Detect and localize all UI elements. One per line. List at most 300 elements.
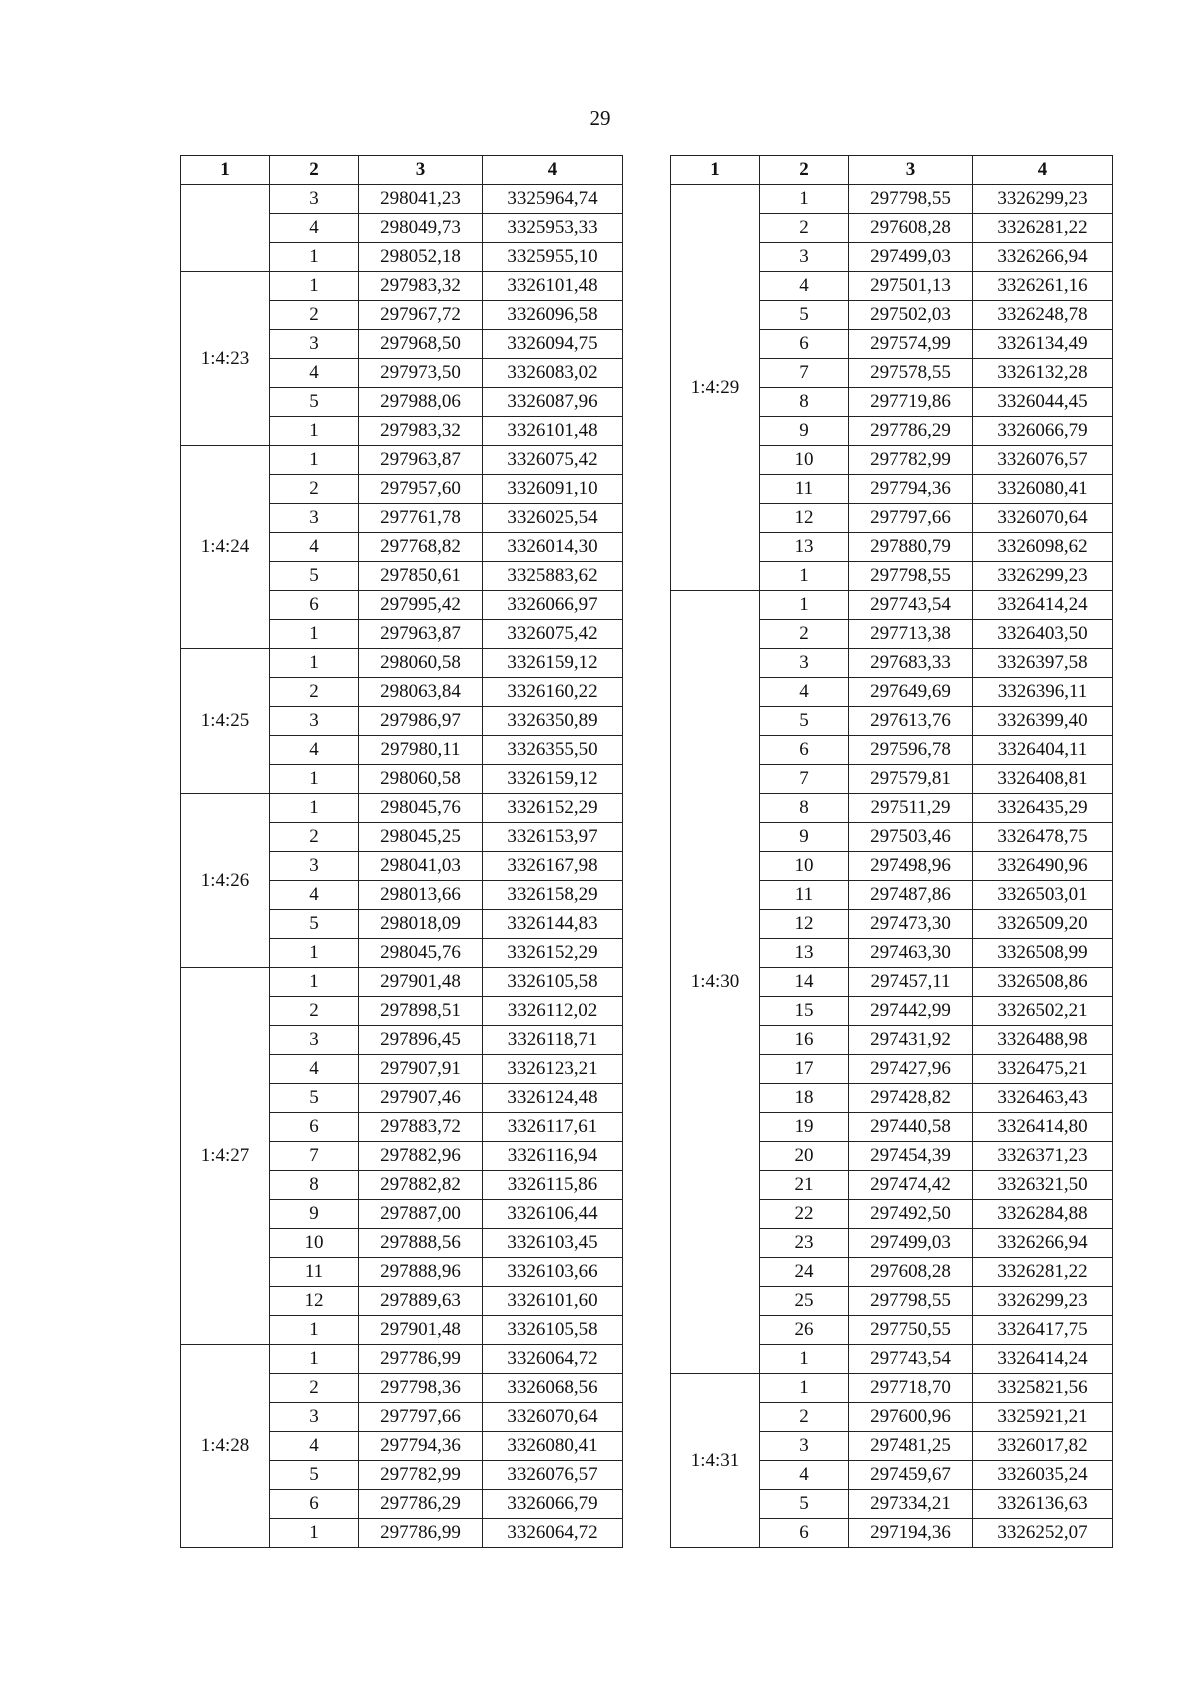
point-number: 26 [760, 1316, 849, 1345]
y-coordinate: 3326503,01 [973, 881, 1113, 910]
x-coordinate: 298049,73 [359, 214, 483, 243]
point-number: 3 [270, 504, 359, 533]
y-coordinate: 3325953,33 [483, 214, 623, 243]
point-number: 1 [270, 446, 359, 475]
parcel-label: 1:4:30 [671, 591, 760, 1374]
x-coordinate: 297963,87 [359, 446, 483, 475]
x-coordinate: 297501,13 [849, 272, 973, 301]
point-number: 6 [270, 1113, 359, 1142]
x-coordinate: 297613,76 [849, 707, 973, 736]
y-coordinate: 3326153,97 [483, 823, 623, 852]
x-coordinate: 297888,56 [359, 1229, 483, 1258]
coordinates-table-right [670, 155, 1113, 1548]
parcel-label: 1:4:26 [181, 794, 270, 968]
point-number: 1 [270, 1316, 359, 1345]
point-number: 6 [760, 736, 849, 765]
point-number: 4 [270, 736, 359, 765]
y-coordinate: 3326105,58 [483, 968, 623, 997]
point-number: 3 [270, 1403, 359, 1432]
column-header: 2 [760, 156, 849, 185]
point-number: 12 [760, 910, 849, 939]
y-coordinate: 3326281,22 [973, 214, 1113, 243]
x-coordinate: 297750,55 [849, 1316, 973, 1345]
y-coordinate: 3326087,96 [483, 388, 623, 417]
point-number: 5 [270, 562, 359, 591]
point-number: 5 [760, 707, 849, 736]
y-coordinate: 3326066,97 [483, 591, 623, 620]
column-header: 2 [270, 156, 359, 185]
y-coordinate: 3326066,79 [483, 1490, 623, 1519]
point-number: 5 [760, 1490, 849, 1519]
point-number: 5 [760, 301, 849, 330]
point-number: 1 [760, 591, 849, 620]
point-number: 11 [270, 1258, 359, 1287]
table-row [671, 185, 1113, 214]
point-number: 1 [760, 1374, 849, 1403]
x-coordinate: 297901,48 [359, 1316, 483, 1345]
x-coordinate: 297883,72 [359, 1113, 483, 1142]
y-coordinate: 3326509,20 [973, 910, 1113, 939]
point-number: 2 [270, 823, 359, 852]
y-coordinate: 3326134,49 [973, 330, 1113, 359]
y-coordinate: 3326252,07 [973, 1519, 1113, 1548]
y-coordinate: 3326414,24 [973, 1345, 1113, 1374]
y-coordinate: 3326371,23 [973, 1142, 1113, 1171]
point-number: 10 [270, 1229, 359, 1258]
x-coordinate: 297782,99 [849, 446, 973, 475]
y-coordinate: 3326248,78 [973, 301, 1113, 330]
y-coordinate: 3326017,82 [973, 1432, 1113, 1461]
x-coordinate: 298060,58 [359, 649, 483, 678]
x-coordinate: 297440,58 [849, 1113, 973, 1142]
point-number: 7 [760, 359, 849, 388]
point-number: 1 [270, 968, 359, 997]
point-number: 7 [270, 1142, 359, 1171]
y-coordinate: 3326075,42 [483, 620, 623, 649]
y-coordinate: 3326014,30 [483, 533, 623, 562]
point-number: 1 [270, 765, 359, 794]
x-coordinate: 297761,78 [359, 504, 483, 533]
x-coordinate: 297474,42 [849, 1171, 973, 1200]
point-number: 5 [270, 1084, 359, 1113]
point-number: 2 [270, 678, 359, 707]
y-coordinate: 3326132,28 [973, 359, 1113, 388]
y-coordinate: 3326103,45 [483, 1229, 623, 1258]
table-row [181, 272, 623, 301]
point-number: 15 [760, 997, 849, 1026]
point-number: 3 [270, 185, 359, 214]
y-coordinate: 3326158,29 [483, 881, 623, 910]
point-number: 2 [270, 475, 359, 504]
x-coordinate: 298041,23 [359, 185, 483, 214]
parcel-label: 1:4:27 [181, 968, 270, 1345]
y-coordinate: 3326284,88 [973, 1200, 1113, 1229]
point-number: 14 [760, 968, 849, 997]
point-number: 4 [270, 881, 359, 910]
parcel-label: 1:4:29 [671, 185, 760, 591]
x-coordinate: 298063,84 [359, 678, 483, 707]
parcel-label: 1:4:25 [181, 649, 270, 794]
point-number: 1 [270, 649, 359, 678]
x-coordinate: 297995,42 [359, 591, 483, 620]
point-number: 12 [760, 504, 849, 533]
x-coordinate: 298060,58 [359, 765, 483, 794]
point-number: 10 [760, 852, 849, 881]
x-coordinate: 298013,66 [359, 881, 483, 910]
parcel-label: 1:4:23 [181, 272, 270, 446]
x-coordinate: 297481,25 [849, 1432, 973, 1461]
table-row [671, 591, 1113, 620]
point-number: 3 [270, 330, 359, 359]
x-coordinate: 297334,21 [849, 1490, 973, 1519]
x-coordinate: 298045,76 [359, 794, 483, 823]
x-coordinate: 297718,70 [849, 1374, 973, 1403]
point-number: 5 [270, 388, 359, 417]
x-coordinate: 297600,96 [849, 1403, 973, 1432]
y-coordinate: 3326417,75 [973, 1316, 1113, 1345]
point-number: 5 [270, 910, 359, 939]
x-coordinate: 297786,29 [359, 1490, 483, 1519]
x-coordinate: 297454,39 [849, 1142, 973, 1171]
y-coordinate: 3326396,11 [973, 678, 1113, 707]
coordinates-table-left [180, 155, 623, 1548]
parcel-label: 1:4:24 [181, 446, 270, 649]
x-coordinate: 297503,46 [849, 823, 973, 852]
x-coordinate: 297968,50 [359, 330, 483, 359]
y-coordinate: 3326035,24 [973, 1461, 1113, 1490]
page-number: 29 [589, 106, 611, 130]
point-number: 4 [270, 214, 359, 243]
parcel-label: 1:4:31 [671, 1374, 760, 1548]
x-coordinate: 297988,06 [359, 388, 483, 417]
x-coordinate: 297683,33 [849, 649, 973, 678]
y-coordinate: 3326281,22 [973, 1258, 1113, 1287]
x-coordinate: 297578,55 [849, 359, 973, 388]
x-coordinate: 297473,30 [849, 910, 973, 939]
point-number: 4 [270, 533, 359, 562]
y-coordinate: 3326116,94 [483, 1142, 623, 1171]
x-coordinate: 297907,91 [359, 1055, 483, 1084]
x-coordinate: 297499,03 [849, 243, 973, 272]
column-header: 3 [849, 156, 973, 185]
point-number: 1 [270, 417, 359, 446]
y-coordinate: 3326136,63 [973, 1490, 1113, 1519]
y-coordinate: 3326152,29 [483, 939, 623, 968]
point-number: 1 [270, 794, 359, 823]
y-coordinate: 3326404,11 [973, 736, 1113, 765]
point-number: 4 [270, 1432, 359, 1461]
y-coordinate: 3326508,86 [973, 968, 1113, 997]
x-coordinate: 297502,03 [849, 301, 973, 330]
y-coordinate: 3326105,58 [483, 1316, 623, 1345]
point-number: 6 [270, 591, 359, 620]
y-coordinate: 3326478,75 [973, 823, 1113, 852]
point-number: 12 [270, 1287, 359, 1316]
y-coordinate: 3326101,48 [483, 272, 623, 301]
y-coordinate: 3325883,62 [483, 562, 623, 591]
y-coordinate: 3326299,23 [973, 1287, 1113, 1316]
y-coordinate: 3326064,72 [483, 1519, 623, 1548]
table-row [181, 968, 623, 997]
x-coordinate: 297798,36 [359, 1374, 483, 1403]
y-coordinate: 3326066,79 [973, 417, 1113, 446]
x-coordinate: 297980,11 [359, 736, 483, 765]
point-number: 3 [270, 1026, 359, 1055]
y-coordinate: 3326076,57 [973, 446, 1113, 475]
x-coordinate: 297786,99 [359, 1519, 483, 1548]
point-number: 16 [760, 1026, 849, 1055]
y-coordinate: 3326321,50 [973, 1171, 1113, 1200]
y-coordinate: 3325921,21 [973, 1403, 1113, 1432]
y-coordinate: 3326112,02 [483, 997, 623, 1026]
y-coordinate: 3326096,58 [483, 301, 623, 330]
y-coordinate: 3326025,54 [483, 504, 623, 533]
y-coordinate: 3326403,50 [973, 620, 1113, 649]
y-coordinate: 3326070,64 [483, 1403, 623, 1432]
point-number: 1 [760, 1345, 849, 1374]
point-number: 1 [270, 272, 359, 301]
table-row [671, 1374, 1113, 1403]
point-number: 23 [760, 1229, 849, 1258]
y-coordinate: 3326070,64 [973, 504, 1113, 533]
x-coordinate: 297457,11 [849, 968, 973, 997]
point-number: 18 [760, 1084, 849, 1113]
y-coordinate: 3326080,41 [973, 475, 1113, 504]
x-coordinate: 297794,36 [849, 475, 973, 504]
y-coordinate: 3326475,21 [973, 1055, 1113, 1084]
x-coordinate: 297768,82 [359, 533, 483, 562]
point-number: 1 [270, 1345, 359, 1374]
x-coordinate: 297986,97 [359, 707, 483, 736]
x-coordinate: 297983,32 [359, 417, 483, 446]
x-coordinate: 297887,00 [359, 1200, 483, 1229]
point-number: 8 [760, 794, 849, 823]
x-coordinate: 297794,36 [359, 1432, 483, 1461]
x-coordinate: 297492,50 [849, 1200, 973, 1229]
y-coordinate: 3326094,75 [483, 330, 623, 359]
column-header: 4 [973, 156, 1113, 185]
point-number: 3 [270, 707, 359, 736]
x-coordinate: 297499,03 [849, 1229, 973, 1258]
y-coordinate: 3326160,22 [483, 678, 623, 707]
point-number: 4 [760, 678, 849, 707]
x-coordinate: 297786,29 [849, 417, 973, 446]
y-coordinate: 3326299,23 [973, 562, 1113, 591]
point-number: 1 [270, 620, 359, 649]
column-header: 1 [671, 156, 760, 185]
column-header: 3 [359, 156, 483, 185]
y-coordinate: 3325821,56 [973, 1374, 1113, 1403]
y-coordinate: 3326101,60 [483, 1287, 623, 1316]
x-coordinate: 297608,28 [849, 1258, 973, 1287]
y-coordinate: 3326508,99 [973, 939, 1113, 968]
point-number: 25 [760, 1287, 849, 1316]
point-number: 5 [270, 1461, 359, 1490]
point-number: 3 [270, 852, 359, 881]
x-coordinate: 297963,87 [359, 620, 483, 649]
point-number: 1 [760, 185, 849, 214]
y-coordinate: 3326118,71 [483, 1026, 623, 1055]
y-coordinate: 3326159,12 [483, 765, 623, 794]
y-coordinate: 3326076,57 [483, 1461, 623, 1490]
x-coordinate: 297498,96 [849, 852, 973, 881]
parcel-label [181, 185, 270, 272]
x-coordinate: 297882,96 [359, 1142, 483, 1171]
y-coordinate: 3326299,23 [973, 185, 1113, 214]
x-coordinate: 297649,69 [849, 678, 973, 707]
y-coordinate: 3326488,98 [973, 1026, 1113, 1055]
point-number: 2 [760, 1403, 849, 1432]
point-number: 9 [760, 417, 849, 446]
table-row [181, 446, 623, 475]
x-coordinate: 298041,03 [359, 852, 483, 881]
y-coordinate: 3326152,29 [483, 794, 623, 823]
y-coordinate: 3326355,50 [483, 736, 623, 765]
x-coordinate: 297579,81 [849, 765, 973, 794]
y-coordinate: 3326123,21 [483, 1055, 623, 1084]
y-coordinate: 3326091,10 [483, 475, 623, 504]
y-coordinate: 3325964,74 [483, 185, 623, 214]
x-coordinate: 297850,61 [359, 562, 483, 591]
point-number: 2 [760, 214, 849, 243]
x-coordinate: 297608,28 [849, 214, 973, 243]
column-header: 1 [181, 156, 270, 185]
table-body-left [181, 185, 623, 1548]
point-number: 2 [760, 620, 849, 649]
y-coordinate: 3326068,56 [483, 1374, 623, 1403]
x-coordinate: 297888,96 [359, 1258, 483, 1287]
point-number: 17 [760, 1055, 849, 1084]
x-coordinate: 297901,48 [359, 968, 483, 997]
y-coordinate: 3325955,10 [483, 243, 623, 272]
y-coordinate: 3326106,44 [483, 1200, 623, 1229]
x-coordinate: 297786,99 [359, 1345, 483, 1374]
point-number: 2 [270, 997, 359, 1026]
x-coordinate: 297427,96 [849, 1055, 973, 1084]
y-coordinate: 3326101,48 [483, 417, 623, 446]
point-number: 22 [760, 1200, 849, 1229]
point-number: 9 [760, 823, 849, 852]
y-coordinate: 3326167,98 [483, 852, 623, 881]
point-number: 13 [760, 533, 849, 562]
y-coordinate: 3326144,83 [483, 910, 623, 939]
point-number: 1 [270, 1519, 359, 1548]
y-coordinate: 3326266,94 [973, 243, 1113, 272]
point-number: 3 [760, 649, 849, 678]
x-coordinate: 297574,99 [849, 330, 973, 359]
x-coordinate: 297797,66 [849, 504, 973, 533]
y-coordinate: 3326080,41 [483, 1432, 623, 1461]
point-number: 4 [760, 272, 849, 301]
y-coordinate: 3326397,58 [973, 649, 1113, 678]
y-coordinate: 3326064,72 [483, 1345, 623, 1374]
x-coordinate: 298045,25 [359, 823, 483, 852]
x-coordinate: 297743,54 [849, 591, 973, 620]
x-coordinate: 298052,18 [359, 243, 483, 272]
x-coordinate: 297596,78 [849, 736, 973, 765]
x-coordinate: 297967,72 [359, 301, 483, 330]
column-header: 4 [483, 156, 623, 185]
point-number: 4 [760, 1461, 849, 1490]
point-number: 1 [760, 562, 849, 591]
y-coordinate: 3326124,48 [483, 1084, 623, 1113]
x-coordinate: 297487,86 [849, 881, 973, 910]
point-number: 6 [270, 1490, 359, 1519]
y-coordinate: 3326098,62 [973, 533, 1113, 562]
point-number: 7 [760, 765, 849, 794]
table-row [181, 649, 623, 678]
x-coordinate: 297463,30 [849, 939, 973, 968]
x-coordinate: 297798,55 [849, 185, 973, 214]
point-number: 1 [270, 939, 359, 968]
x-coordinate: 297194,36 [849, 1519, 973, 1548]
x-coordinate: 297973,50 [359, 359, 483, 388]
y-coordinate: 3326115,86 [483, 1171, 623, 1200]
x-coordinate: 297880,79 [849, 533, 973, 562]
point-number: 19 [760, 1113, 849, 1142]
header-row [671, 156, 1113, 185]
x-coordinate: 297431,92 [849, 1026, 973, 1055]
x-coordinate: 297957,60 [359, 475, 483, 504]
y-coordinate: 3326083,02 [483, 359, 623, 388]
point-number: 1 [270, 243, 359, 272]
point-number: 9 [270, 1200, 359, 1229]
point-number: 10 [760, 446, 849, 475]
table-row [181, 185, 623, 214]
point-number: 4 [270, 359, 359, 388]
point-number: 2 [270, 1374, 359, 1403]
y-coordinate: 3326408,81 [973, 765, 1113, 794]
x-coordinate: 297889,63 [359, 1287, 483, 1316]
y-coordinate: 3326463,43 [973, 1084, 1113, 1113]
y-coordinate: 3326075,42 [483, 446, 623, 475]
x-coordinate: 297798,55 [849, 1287, 973, 1316]
x-coordinate: 297797,66 [359, 1403, 483, 1432]
point-number: 11 [760, 881, 849, 910]
table-body-right [671, 185, 1113, 1548]
y-coordinate: 3326266,94 [973, 1229, 1113, 1258]
point-number: 4 [270, 1055, 359, 1084]
point-number: 6 [760, 330, 849, 359]
point-number: 11 [760, 475, 849, 504]
y-coordinate: 3326414,80 [973, 1113, 1113, 1142]
x-coordinate: 297442,99 [849, 997, 973, 1026]
y-coordinate: 3326261,16 [973, 272, 1113, 301]
table-row [181, 794, 623, 823]
point-number: 13 [760, 939, 849, 968]
point-number: 2 [270, 301, 359, 330]
y-coordinate: 3326103,66 [483, 1258, 623, 1287]
table-row [181, 1345, 623, 1374]
point-number: 8 [760, 388, 849, 417]
x-coordinate: 297511,29 [849, 794, 973, 823]
x-coordinate: 297719,86 [849, 388, 973, 417]
point-number: 3 [760, 243, 849, 272]
point-number: 6 [760, 1519, 849, 1548]
x-coordinate: 297782,99 [359, 1461, 483, 1490]
y-coordinate: 3326399,40 [973, 707, 1113, 736]
point-number: 21 [760, 1171, 849, 1200]
x-coordinate: 298045,76 [359, 939, 483, 968]
header-row [181, 156, 623, 185]
x-coordinate: 297713,38 [849, 620, 973, 649]
x-coordinate: 297896,45 [359, 1026, 483, 1055]
y-coordinate: 3326117,61 [483, 1113, 623, 1142]
x-coordinate: 297459,67 [849, 1461, 973, 1490]
x-coordinate: 297428,82 [849, 1084, 973, 1113]
y-coordinate: 3326159,12 [483, 649, 623, 678]
x-coordinate: 297882,82 [359, 1171, 483, 1200]
